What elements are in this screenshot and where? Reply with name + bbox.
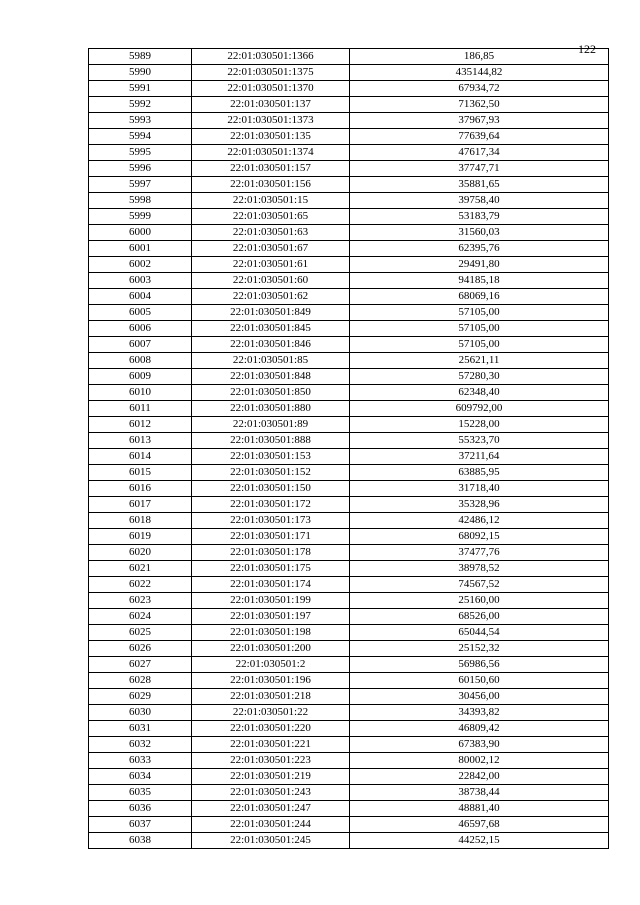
table-row (89, 257, 609, 273)
row-number-cell: 6014 (89, 449, 192, 465)
cadastral-number-cell: 22:01:030501:175 (192, 561, 350, 577)
value-cell: 74567,52 (350, 577, 609, 593)
cadastral-number-cell: 22:01:030501:850 (192, 385, 350, 401)
value-cell: 65044,54 (350, 625, 609, 641)
value-cell: 25160,00 (350, 593, 609, 609)
cadastral-number-cell: 22:01:030501:152 (192, 465, 350, 481)
cadastral-number-cell: 22:01:030501:153 (192, 449, 350, 465)
row-number-cell: 6004 (89, 289, 192, 305)
row-number-cell: 6020 (89, 545, 192, 561)
value-cell: 56986,56 (350, 657, 609, 673)
row-number-cell: 6033 (89, 753, 192, 769)
value-cell: 609792,00 (350, 401, 609, 417)
cadastral-number-cell: 22:01:030501:1373 (192, 113, 350, 129)
table-row (89, 65, 609, 81)
row-number-cell: 6001 (89, 241, 192, 257)
value-cell: 94185,18 (350, 273, 609, 289)
table-row (89, 337, 609, 353)
table-row (89, 433, 609, 449)
table-row (89, 625, 609, 641)
value-cell: 39758,40 (350, 193, 609, 209)
table-row (89, 449, 609, 465)
value-cell: 46597,68 (350, 817, 609, 833)
table-row (89, 705, 609, 721)
cadastral-number-cell: 22:01:030501:888 (192, 433, 350, 449)
cadastral-number-cell: 22:01:030501:1366 (192, 49, 350, 65)
cadastral-number-cell: 22:01:030501:67 (192, 241, 350, 257)
table-row (89, 289, 609, 305)
row-number-cell: 6009 (89, 369, 192, 385)
cadastral-number-cell: 22:01:030501:63 (192, 225, 350, 241)
row-number-cell: 5990 (89, 65, 192, 81)
value-cell: 25152,32 (350, 641, 609, 657)
row-number-cell: 6007 (89, 337, 192, 353)
value-cell: 62348,40 (350, 385, 609, 401)
table-row (89, 177, 609, 193)
value-cell: 42486,12 (350, 513, 609, 529)
table-row (89, 385, 609, 401)
table-row (89, 81, 609, 97)
value-cell: 71362,50 (350, 97, 609, 113)
value-cell: 35328,96 (350, 497, 609, 513)
row-number-cell: 6030 (89, 705, 192, 721)
value-cell: 38978,52 (350, 561, 609, 577)
cadastral-number-cell: 22:01:030501:157 (192, 161, 350, 177)
cadastral-number-cell: 22:01:030501:1375 (192, 65, 350, 81)
cadastral-number-cell: 22:01:030501:174 (192, 577, 350, 593)
row-number-cell: 6026 (89, 641, 192, 657)
row-number-cell: 6032 (89, 737, 192, 753)
cadastral-number-cell: 22:01:030501:178 (192, 545, 350, 561)
value-cell: 25621,11 (350, 353, 609, 369)
table-row (89, 657, 609, 673)
table-row (89, 577, 609, 593)
cadastral-number-cell: 22:01:030501:60 (192, 273, 350, 289)
row-number-cell: 5996 (89, 161, 192, 177)
cadastral-number-cell: 22:01:030501:198 (192, 625, 350, 641)
table-row (89, 353, 609, 369)
row-number-cell: 5993 (89, 113, 192, 129)
table-row (89, 49, 609, 65)
value-cell: 48881,40 (350, 801, 609, 817)
cadastral-number-cell: 22:01:030501:218 (192, 689, 350, 705)
cadastral-number-cell: 22:01:030501:221 (192, 737, 350, 753)
row-number-cell: 6036 (89, 801, 192, 817)
value-cell: 47617,34 (350, 145, 609, 161)
row-number-cell: 6006 (89, 321, 192, 337)
row-number-cell: 5992 (89, 97, 192, 113)
row-number-cell: 6027 (89, 657, 192, 673)
value-cell: 57105,00 (350, 337, 609, 353)
row-number-cell: 6012 (89, 417, 192, 433)
table-row (89, 145, 609, 161)
table-row (89, 305, 609, 321)
row-number-cell: 6011 (89, 401, 192, 417)
value-cell: 44252,15 (350, 833, 609, 849)
row-number-cell: 6002 (89, 257, 192, 273)
row-number-cell: 6024 (89, 609, 192, 625)
table-row (89, 529, 609, 545)
row-number-cell: 5995 (89, 145, 192, 161)
table-row (89, 833, 609, 849)
row-number-cell: 6034 (89, 769, 192, 785)
value-cell: 77639,64 (350, 129, 609, 145)
row-number-cell: 5999 (89, 209, 192, 225)
value-cell: 37211,64 (350, 449, 609, 465)
value-cell: 62395,76 (350, 241, 609, 257)
cadastral-number-cell: 22:01:030501:156 (192, 177, 350, 193)
table-body (89, 49, 609, 849)
cadastral-number-cell: 22:01:030501:1370 (192, 81, 350, 97)
table-row (89, 401, 609, 417)
cadastral-number-cell: 22:01:030501:135 (192, 129, 350, 145)
table-row (89, 721, 609, 737)
cadastral-number-cell: 22:01:030501:845 (192, 321, 350, 337)
cadastral-number-cell: 22:01:030501:2 (192, 657, 350, 673)
value-cell: 63885,95 (350, 465, 609, 481)
table-row (89, 241, 609, 257)
value-cell: 57105,00 (350, 321, 609, 337)
row-number-cell: 6015 (89, 465, 192, 481)
cadastral-number-cell: 22:01:030501:62 (192, 289, 350, 305)
value-cell: 29491,80 (350, 257, 609, 273)
value-cell: 68092,15 (350, 529, 609, 545)
value-cell: 60150,60 (350, 673, 609, 689)
cadastral-number-cell: 22:01:030501:173 (192, 513, 350, 529)
value-cell: 35881,65 (350, 177, 609, 193)
table-row (89, 673, 609, 689)
value-cell: 38738,44 (350, 785, 609, 801)
row-number-cell: 6021 (89, 561, 192, 577)
table-row (89, 465, 609, 481)
table-row (89, 593, 609, 609)
cadastral-number-cell: 22:01:030501:219 (192, 769, 350, 785)
cadastral-number-cell: 22:01:030501:245 (192, 833, 350, 849)
row-number-cell: 6038 (89, 833, 192, 849)
row-number-cell: 6037 (89, 817, 192, 833)
cadastral-number-cell: 22:01:030501:846 (192, 337, 350, 353)
table-row (89, 97, 609, 113)
value-cell: 57280,30 (350, 369, 609, 385)
value-cell: 30456,00 (350, 689, 609, 705)
cadastral-number-cell: 22:01:030501:89 (192, 417, 350, 433)
cadastral-number-cell: 22:01:030501:61 (192, 257, 350, 273)
table-row (89, 321, 609, 337)
table-row (89, 113, 609, 129)
value-cell: 34393,82 (350, 705, 609, 721)
cadastral-number-cell: 22:01:030501:247 (192, 801, 350, 817)
table-row (89, 209, 609, 225)
table-row (89, 193, 609, 209)
cadastral-value-table (88, 48, 609, 849)
table-row (89, 561, 609, 577)
row-number-cell: 6028 (89, 673, 192, 689)
value-cell: 46809,42 (350, 721, 609, 737)
value-cell: 15228,00 (350, 417, 609, 433)
table-row (89, 545, 609, 561)
cadastral-number-cell: 22:01:030501:199 (192, 593, 350, 609)
row-number-cell: 5997 (89, 177, 192, 193)
value-cell: 68526,00 (350, 609, 609, 625)
row-number-cell: 6010 (89, 385, 192, 401)
value-cell: 37967,93 (350, 113, 609, 129)
table-row (89, 785, 609, 801)
value-cell: 22842,00 (350, 769, 609, 785)
table-row (89, 689, 609, 705)
row-number-cell: 6003 (89, 273, 192, 289)
row-number-cell: 6008 (89, 353, 192, 369)
value-cell: 37747,71 (350, 161, 609, 177)
cadastral-number-cell: 22:01:030501:22 (192, 705, 350, 721)
table-row (89, 417, 609, 433)
row-number-cell: 6025 (89, 625, 192, 641)
row-number-cell: 6018 (89, 513, 192, 529)
cadastral-number-cell: 22:01:030501:150 (192, 481, 350, 497)
page-number: 122 (578, 42, 596, 56)
row-number-cell: 5989 (89, 49, 192, 65)
table-row (89, 753, 609, 769)
table-row (89, 737, 609, 753)
row-number-cell: 6017 (89, 497, 192, 513)
cadastral-number-cell: 22:01:030501:197 (192, 609, 350, 625)
value-cell: 55323,70 (350, 433, 609, 449)
table-row (89, 801, 609, 817)
cadastral-number-cell: 22:01:030501:1374 (192, 145, 350, 161)
row-number-cell: 6016 (89, 481, 192, 497)
cadastral-number-cell: 22:01:030501:171 (192, 529, 350, 545)
value-cell: 57105,00 (350, 305, 609, 321)
cadastral-number-cell: 22:01:030501:244 (192, 817, 350, 833)
value-cell: 80002,12 (350, 753, 609, 769)
cadastral-number-cell: 22:01:030501:137 (192, 97, 350, 113)
table-row (89, 369, 609, 385)
table-row (89, 129, 609, 145)
value-cell: 435144,82 (350, 65, 609, 81)
value-cell: 53183,79 (350, 209, 609, 225)
table-row (89, 641, 609, 657)
table-row (89, 161, 609, 177)
value-cell: 31718,40 (350, 481, 609, 497)
cadastral-number-cell: 22:01:030501:85 (192, 353, 350, 369)
table-row (89, 769, 609, 785)
cadastral-number-cell: 22:01:030501:223 (192, 753, 350, 769)
value-cell: 186,85 (350, 49, 609, 65)
table-row (89, 497, 609, 513)
cadastral-number-cell: 22:01:030501:200 (192, 641, 350, 657)
cadastral-number-cell: 22:01:030501:196 (192, 673, 350, 689)
table-row (89, 513, 609, 529)
row-number-cell: 6035 (89, 785, 192, 801)
row-number-cell: 5998 (89, 193, 192, 209)
value-cell: 31560,03 (350, 225, 609, 241)
row-number-cell: 6023 (89, 593, 192, 609)
row-number-cell: 6029 (89, 689, 192, 705)
row-number-cell: 6013 (89, 433, 192, 449)
table-row (89, 273, 609, 289)
cadastral-number-cell: 22:01:030501:65 (192, 209, 350, 225)
row-number-cell: 6005 (89, 305, 192, 321)
row-number-cell: 6019 (89, 529, 192, 545)
row-number-cell: 6031 (89, 721, 192, 737)
cadastral-number-cell: 22:01:030501:848 (192, 369, 350, 385)
row-number-cell: 6022 (89, 577, 192, 593)
table-row (89, 817, 609, 833)
value-cell: 67383,90 (350, 737, 609, 753)
cadastral-number-cell: 22:01:030501:243 (192, 785, 350, 801)
value-cell: 68069,16 (350, 289, 609, 305)
table-row (89, 225, 609, 241)
cadastral-number-cell: 22:01:030501:880 (192, 401, 350, 417)
table-row (89, 481, 609, 497)
cadastral-number-cell: 22:01:030501:172 (192, 497, 350, 513)
value-cell: 67934,72 (350, 81, 609, 97)
row-number-cell: 5994 (89, 129, 192, 145)
value-cell: 37477,76 (350, 545, 609, 561)
row-number-cell: 6000 (89, 225, 192, 241)
cadastral-number-cell: 22:01:030501:15 (192, 193, 350, 209)
table-row (89, 609, 609, 625)
row-number-cell: 5991 (89, 81, 192, 97)
cadastral-number-cell: 22:01:030501:220 (192, 721, 350, 737)
cadastral-number-cell: 22:01:030501:849 (192, 305, 350, 321)
